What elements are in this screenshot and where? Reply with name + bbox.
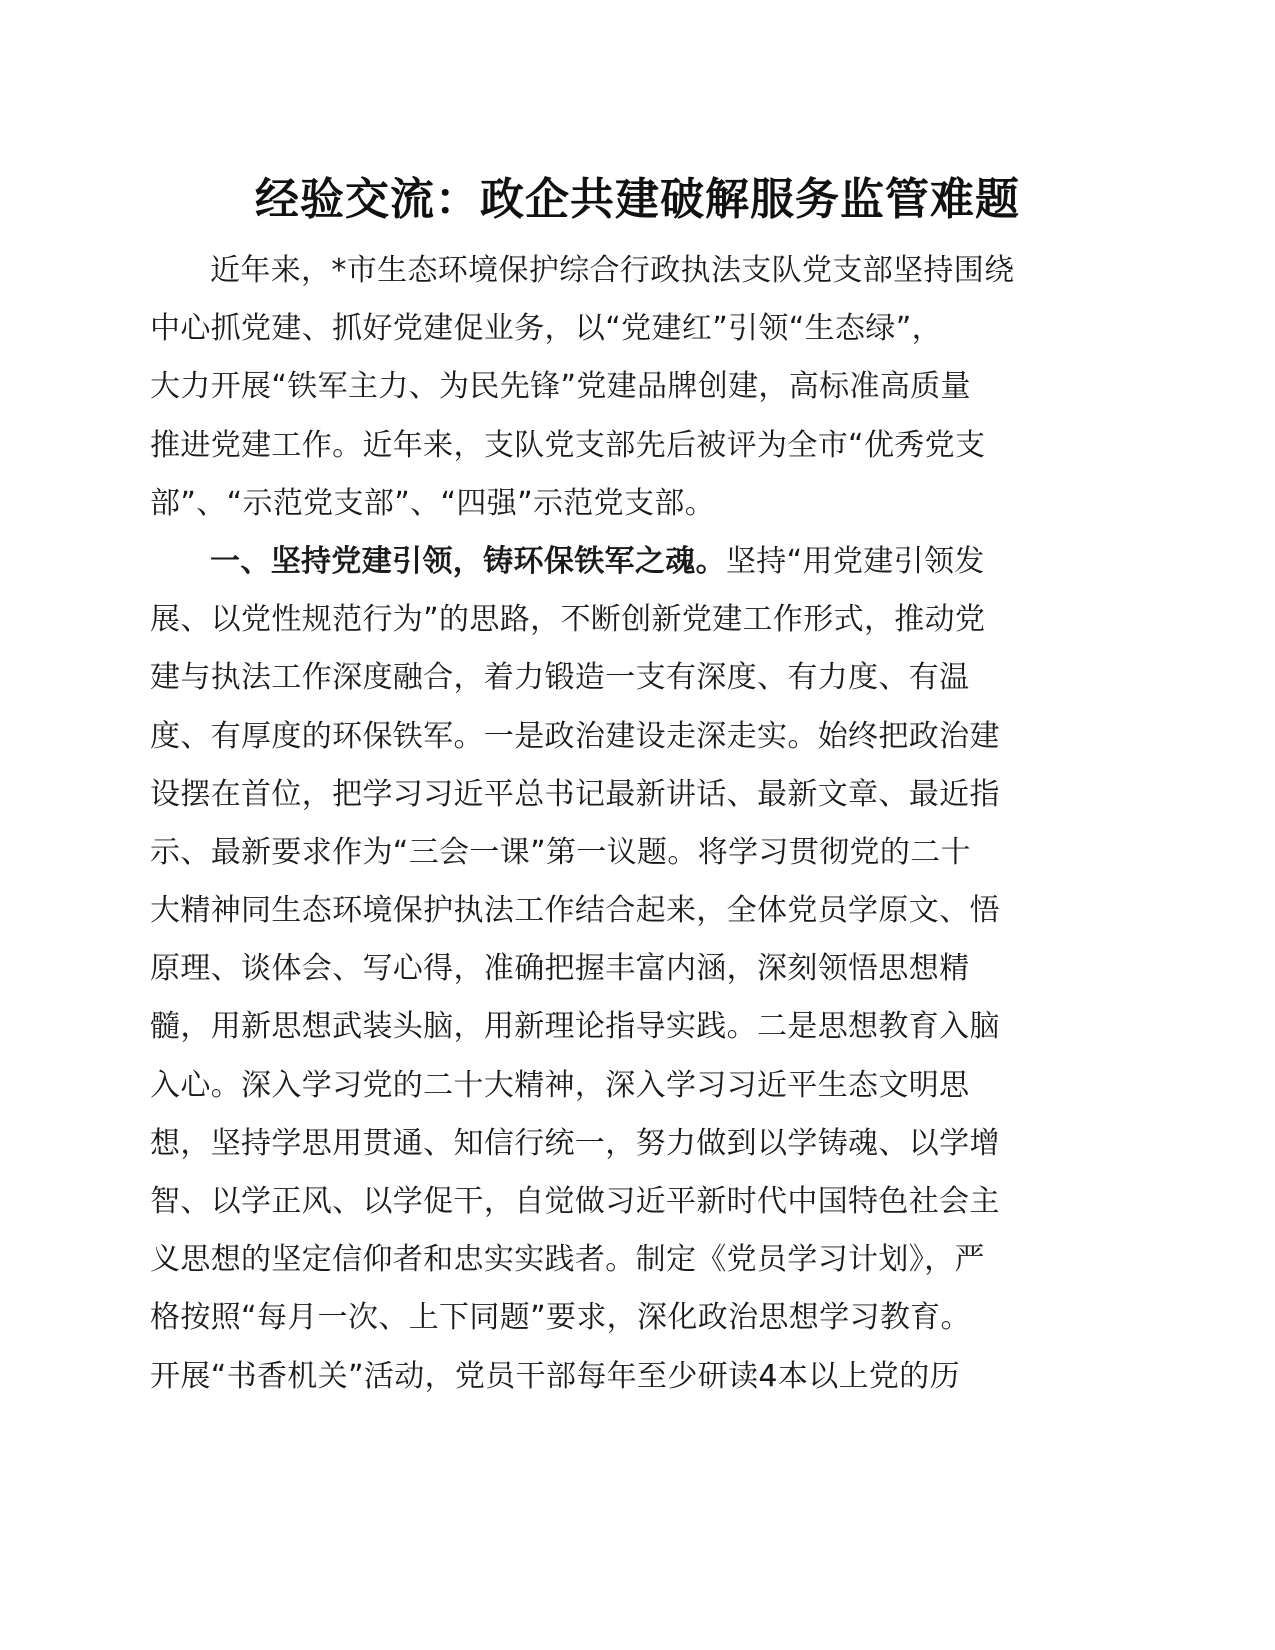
text-line: 原理、谈体会、写心得，准确把握丰富内涵，深刻领悟思想精: [150, 951, 970, 987]
text-line: 开展“书香机关”活动，党员干部每年至少研读4本以上党的历: [150, 1358, 960, 1394]
text-line: 大力开展“铁军主力、为民先锋”党建品牌创建，高标准高质量: [150, 369, 971, 405]
text-line: 格按照“每月一次、上下同题”要求，深化政治思想学习教育。: [150, 1300, 971, 1336]
intro-paragraph: [150, 242, 1110, 533]
text-line: 中心抓党建、抓好党建促业务，以“党建红”引领“生态绿”，: [150, 311, 942, 347]
text-line: 义思想的坚定信仰者和忠实实践者。制定《党员学习计划》，严: [150, 1242, 985, 1278]
text-line: 大精神同生态环境保护执法工作结合起来，全体党员学原文、悟: [150, 893, 1000, 929]
text-line: 智、以学正风、以学促干，自觉做习近平新时代中国特色社会主: [150, 1184, 1000, 1219]
section-one-paragraph: [150, 533, 1110, 1406]
text-line: 展、以党性规范行为”的思路，不断创新党建工作形式，推动党: [150, 602, 986, 638]
text-line: 度、有厚度的环保铁军。一是政治建设走深走实。始终把政治建: [150, 718, 1000, 754]
text-line: 建与执法工作深度融合，着力锻造一支有深度、有力度、有温: [150, 660, 970, 696]
text-line: 近年来，*市生态环境保护综合行政执法支队党支部坚持围绕: [210, 253, 1015, 288]
document-title: 经验交流：政企共建破解服务监管难题: [255, 174, 1020, 225]
section-heading: 一、坚持党建引领，铸环保铁军之魂。: [210, 543, 726, 579]
text-line: 示、最新要求作为“三会一课”第一议题。将学习贯彻党的二十: [150, 834, 971, 870]
text-line: [150, 533, 1110, 591]
text-line: 部”、“示范党支部”、“四强”示范党支部。: [150, 485, 716, 521]
text-line: 推进党建工作。近年来，支队党支部先后被评为全市“优秀党支: [150, 427, 986, 463]
text-line: 入心。深入学习党的二十大精神，深入学习习近平生态文明思: [150, 1067, 970, 1103]
section-heading-rest: 坚持“用党建引领发: [725, 543, 985, 579]
text-line: 髓，用新思想武装头脑，用新理论指导实践。二是思想教育入脑: [150, 1009, 1000, 1045]
text-line: 想，坚持学思用贯通、知信行统一，努力做到以学铸魂、以学增: [150, 1125, 1000, 1161]
text-line: 设摆在首位，把学习习近平总书记最新讲话、最新文章、最近指: [150, 776, 1000, 812]
document-body: [150, 242, 1110, 1406]
